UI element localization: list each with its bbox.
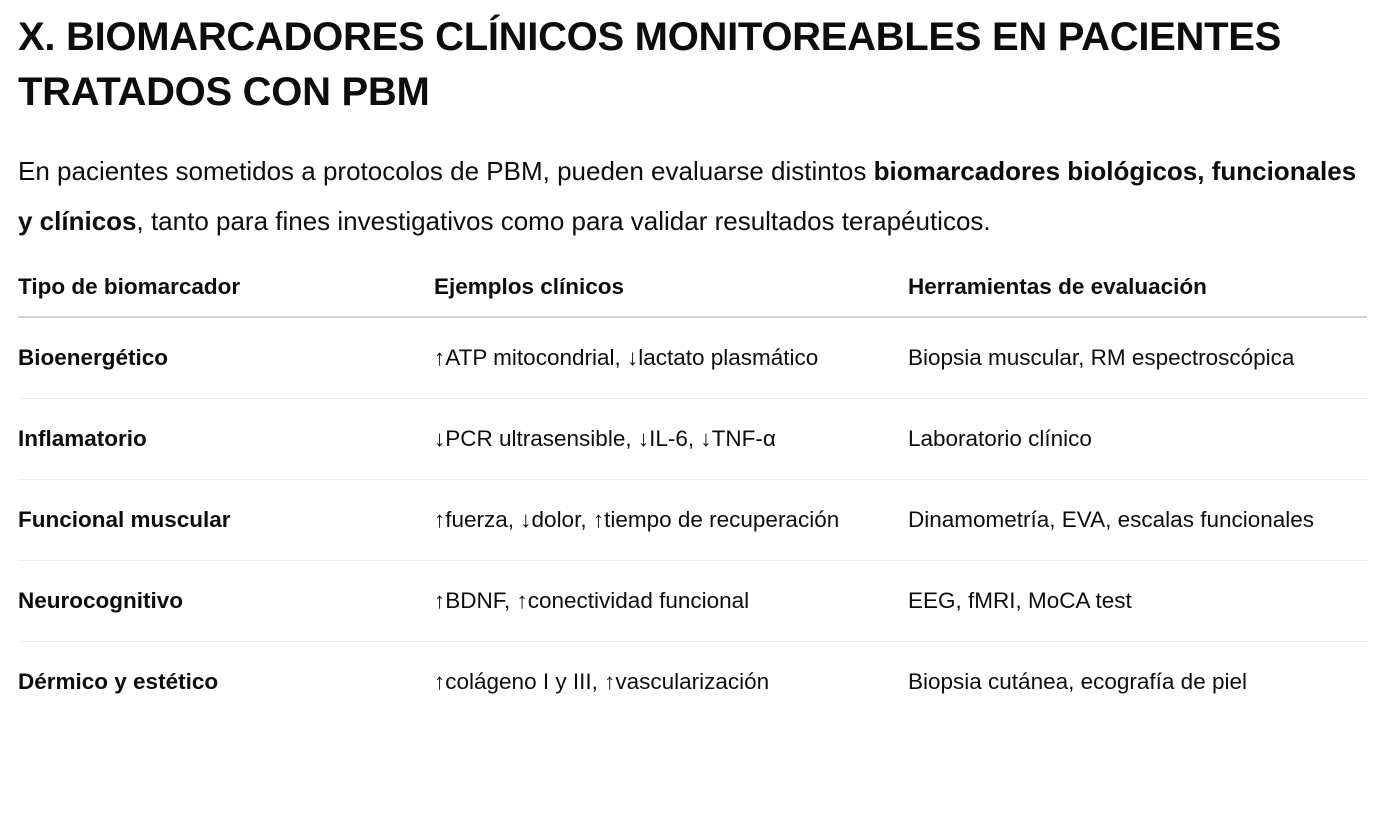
- biomarker-table: [18, 264, 1367, 722]
- document-content: [18, 0, 1368, 722]
- cell-examples: ↑BDNF, ↑conectividad funcional: [434, 561, 908, 642]
- cell-tools: Biopsia cutánea, ecografía de piel: [908, 669, 1247, 694]
- cell-tools: EEG, fMRI, MoCA test: [908, 561, 1367, 642]
- intro-paragraph: [18, 146, 1368, 246]
- cell-examples: ↓PCR ultrasensible, ↓IL-6, ↓TNF-α: [434, 399, 908, 480]
- table-row: [18, 642, 1367, 723]
- cell-type: Dérmico y estético: [18, 669, 219, 694]
- table-header-row: [18, 264, 1367, 317]
- cell-tools: Dinamometría, EVA, escalas funcionales: [908, 480, 1367, 561]
- section-title: X. BIOMARCADORES CLÍNICOS MONITOREABLES EN PACIENTES TRATADOS CON PBM: [18, 15, 1282, 114]
- cell-type: Inflamatorio: [18, 399, 434, 480]
- header-ejemplos: Ejemplos clínicos: [434, 264, 908, 317]
- table-row: [18, 561, 1367, 642]
- cell-examples: ↑colágeno I y III, ↑vascularización: [434, 669, 770, 694]
- header-tipo: Tipo de biomarcador: [18, 264, 434, 317]
- cell-tools: Laboratorio clínico: [908, 399, 1367, 480]
- cell-type: Neurocognitivo: [18, 561, 434, 642]
- cell-type: Funcional muscular: [18, 480, 434, 561]
- cell-type: Bioenergético: [18, 317, 434, 399]
- cell-tools: Biopsia muscular, RM espectroscópica: [908, 317, 1367, 399]
- intro-text-start: En pacientes sometidos a protocolos de PBM, pueden evaluarse distintos: [18, 156, 874, 186]
- table-row: [18, 480, 1367, 561]
- table-row: [18, 399, 1367, 480]
- table-row: [18, 317, 1367, 399]
- intro-text-end: , tanto para fines investigativos como para validar resultados terapéuticos.: [136, 206, 991, 236]
- header-herramientas: Herramientas de evaluación: [908, 264, 1367, 317]
- cell-examples: ↑ATP mitocondrial, ↓lactato plasmático: [434, 317, 908, 399]
- cell-examples: ↑fuerza, ↓dolor, ↑tiempo de recuperación: [434, 480, 908, 561]
- intro-bold-text: biomarcadores biológicos, funcionales y clínicos: [18, 156, 1357, 236]
